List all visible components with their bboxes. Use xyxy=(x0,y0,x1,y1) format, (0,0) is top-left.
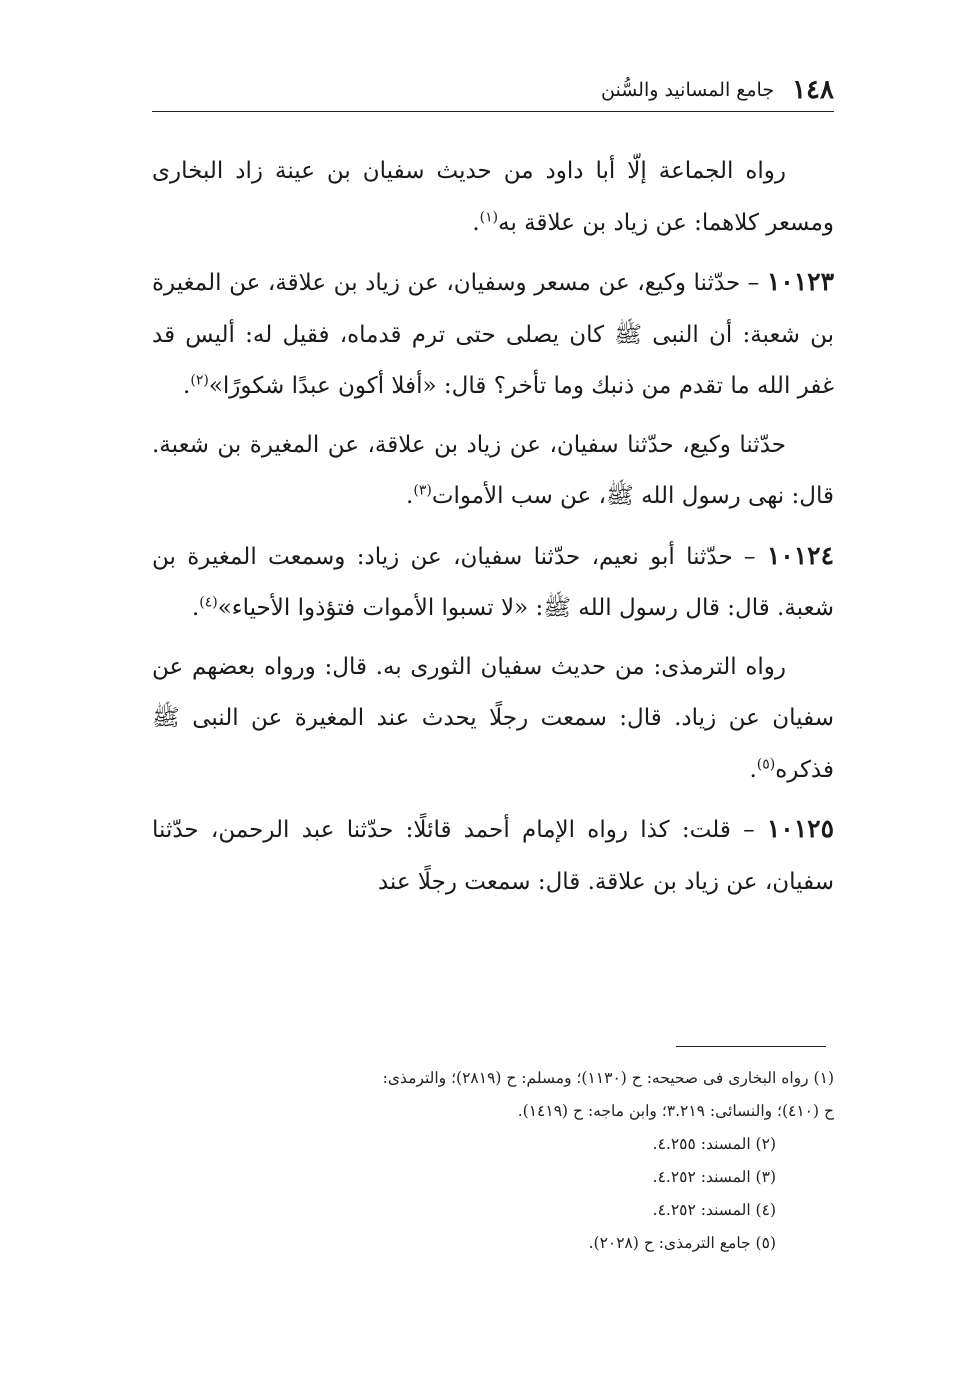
paragraph-text: رواه الجماعة إلّا أبا داود من حديث سفيان بن عينة زاد البخارى ومسعر كلاهما: عن زياد بن علاقة به xyxy=(152,158,834,236)
paragraph-text: – حدّثنا أبو نعيم، حدّثنا سفيان، عن زياد: وسمعت المغيرة بن شعبة. قال: قال رسول الله ﷺ: «لا تسبوا الأموات فتؤذوا الأحياء» xyxy=(152,543,834,621)
header-rule xyxy=(152,111,834,112)
hadith-number: ١٠١٢٤ xyxy=(766,540,834,570)
footnote-2: (٢) المسند: ٤.٢٥٥. xyxy=(652,1135,776,1153)
footnote-ref: (٥) xyxy=(756,755,776,772)
footnote-ref: (٤) xyxy=(199,594,218,611)
hadith-paragraph xyxy=(152,530,834,635)
paragraph xyxy=(152,420,834,523)
hadith-paragraph xyxy=(152,256,834,413)
running-title: جامع المسانيد والسُّنن xyxy=(601,79,775,101)
footnote-separator xyxy=(676,1046,826,1047)
hadith-number: ١٠١٢٣ xyxy=(766,267,834,296)
hadith-paragraph xyxy=(152,803,834,908)
paragraph-text: حدّثنا وكيع، حدّثنا سفيان، عن زياد بن علاقة، عن المغيرة بن شعبة. قال: نهى رسول الله ﷺ، عن سب الأموات xyxy=(152,431,834,509)
footnotes xyxy=(152,1062,834,1260)
paragraph-tail: . xyxy=(749,756,757,783)
footnote-1: (١) رواه البخارى فى صحيحه: ح (١١٣٠)؛ ومسلم: ح (٢٨١٩)؛ والترمذى: xyxy=(382,1069,834,1087)
paragraph-text: رواه الترمذى: من حديث سفيان الثورى به. قال: ورواه بعضهم عن سفيان عن زياد. قال: سمعت رجلًا يحدث عند المغيرة عن النبى ﷺ فذكره xyxy=(152,653,834,783)
paragraph xyxy=(152,642,834,797)
footnote-ref: (٣) xyxy=(413,482,432,499)
paragraph-tail: . xyxy=(183,373,191,399)
paragraph-text: – قلت: كذا رواه الإمام أحمد قائلًا: حدّثنا عبد الرحمن، حدّثنا سفيان، عن زياد بن علاقة. قال: سمعت رجلًا عند xyxy=(152,817,834,895)
footnote-ref: (١) xyxy=(479,208,499,225)
footnote-4: (٤) المسند: ٤.٢٥٢. xyxy=(652,1201,776,1219)
page-number: ١٤٨ xyxy=(792,75,834,105)
paragraph-tail: . xyxy=(472,209,480,236)
footnote-1-continued: ح (٤١٠)؛ والنسائى: ٣.٢١٩؛ وابن ماجه: ح (١٤١٩). xyxy=(517,1102,834,1120)
footnote-3: (٣) المسند: ٤.٢٥٢. xyxy=(652,1168,776,1186)
paragraph-tail: . xyxy=(191,595,200,621)
hadith-number: ١٠١٢٥ xyxy=(766,814,834,843)
footnote-ref: (٢) xyxy=(190,372,209,389)
paragraph-text: – حدّثنا وكيع، عن مسعر وسفيان، عن زياد بن علاقة، عن المغيرة بن شعبة: أن النبى ﷺ كان يصلى حتى ترم قدماه، فقيل له: أليس قد غفر الله ما تقدم من ذنبك وما تأخر؟ قال: «أفلا أكون عبدًا شكورًا» xyxy=(152,270,834,399)
page-header xyxy=(152,62,834,110)
paragraph xyxy=(152,146,834,249)
paragraph-tail: . xyxy=(406,483,414,509)
footnote-5: (٥) جامع الترمذى: ح (٢٠٢٨). xyxy=(588,1234,776,1252)
main-text xyxy=(152,146,834,915)
